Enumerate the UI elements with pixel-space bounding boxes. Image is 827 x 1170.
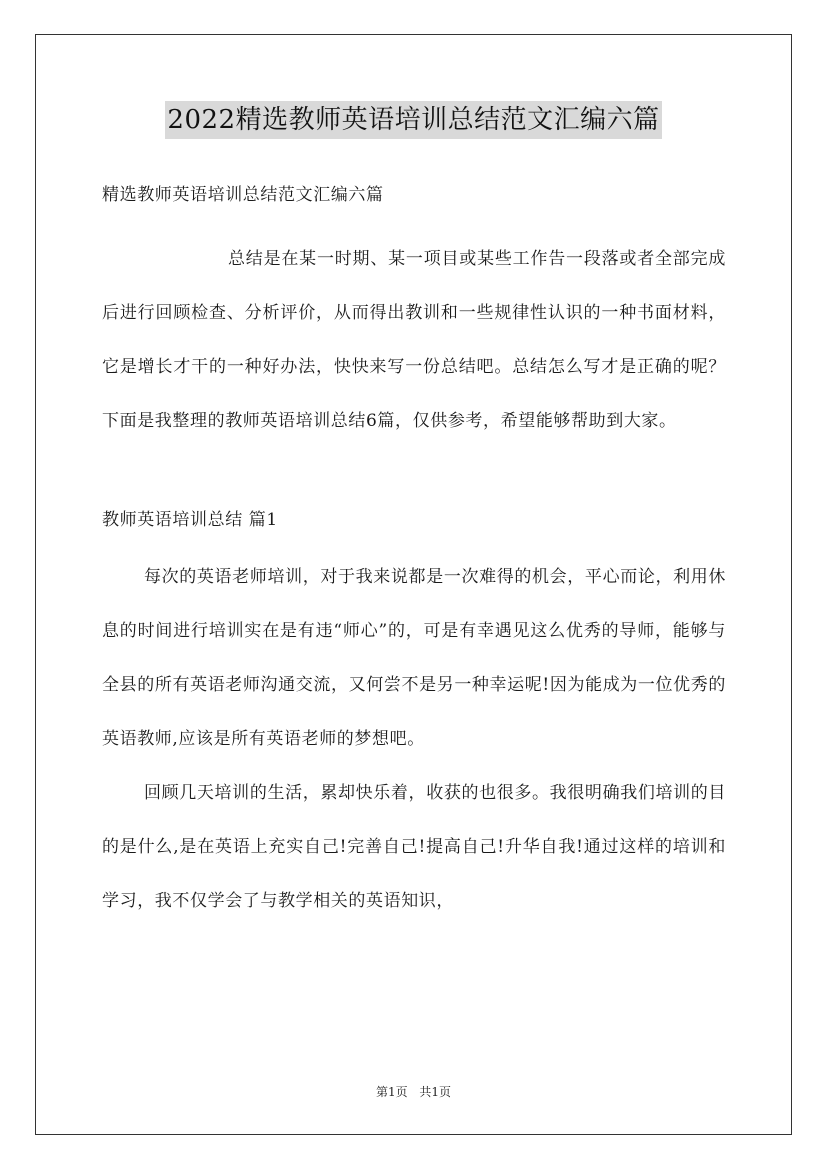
document-title: 2022精选教师英语培训总结范文汇编六篇 bbox=[165, 101, 661, 139]
intro-paragraph: 总结是在某一时期、某一项目或某些工作告一段落或者全部完成后进行回顾检查、分析评价，从而得出教训和一些规律性认识的一种书面材料，它是增长才干的一种好办法，快快来写一份总结吧。总结怎么写才是正确的呢？下面是我整理的教师英语培训总结6篇，仅供参考，希望能够帮助到大家。 bbox=[102, 249, 726, 431]
section-heading: 教师英语培训总结 篇1 bbox=[102, 510, 278, 530]
body-paragraph-1: 每次的英语老师培训，对于我来说都是一次难得的机会，平心而论，利用休息的时间进行培训实在是有违“师心”的，可是有幸遇见这么优秀的导师，能够与全县的所有英语老师沟通交流，又何尝不是另一种幸运呢!因为能成为一位优秀的英语教师,应该是所有英语老师的梦想吧。 bbox=[102, 567, 726, 749]
body-paragraph-2: 回顾几天培训的生活，累却快乐着，收获的也很多。我很明确我们培训的目的是什么,是在英语上充实自己!完善自己!提高自己!升华自我!通过这样的培训和学习，我不仅学会了与教学相关的英语知识， bbox=[102, 783, 726, 911]
page-footer bbox=[0, 1083, 827, 1100]
page-total: 共1页 bbox=[419, 1085, 452, 1099]
section-gap bbox=[102, 448, 726, 503]
document-subtitle: 精选教师英语培训总结范文汇编六篇 bbox=[102, 185, 384, 205]
title-container bbox=[0, 101, 827, 139]
page-number: 第1页 bbox=[375, 1085, 408, 1099]
document-body bbox=[102, 178, 726, 928]
